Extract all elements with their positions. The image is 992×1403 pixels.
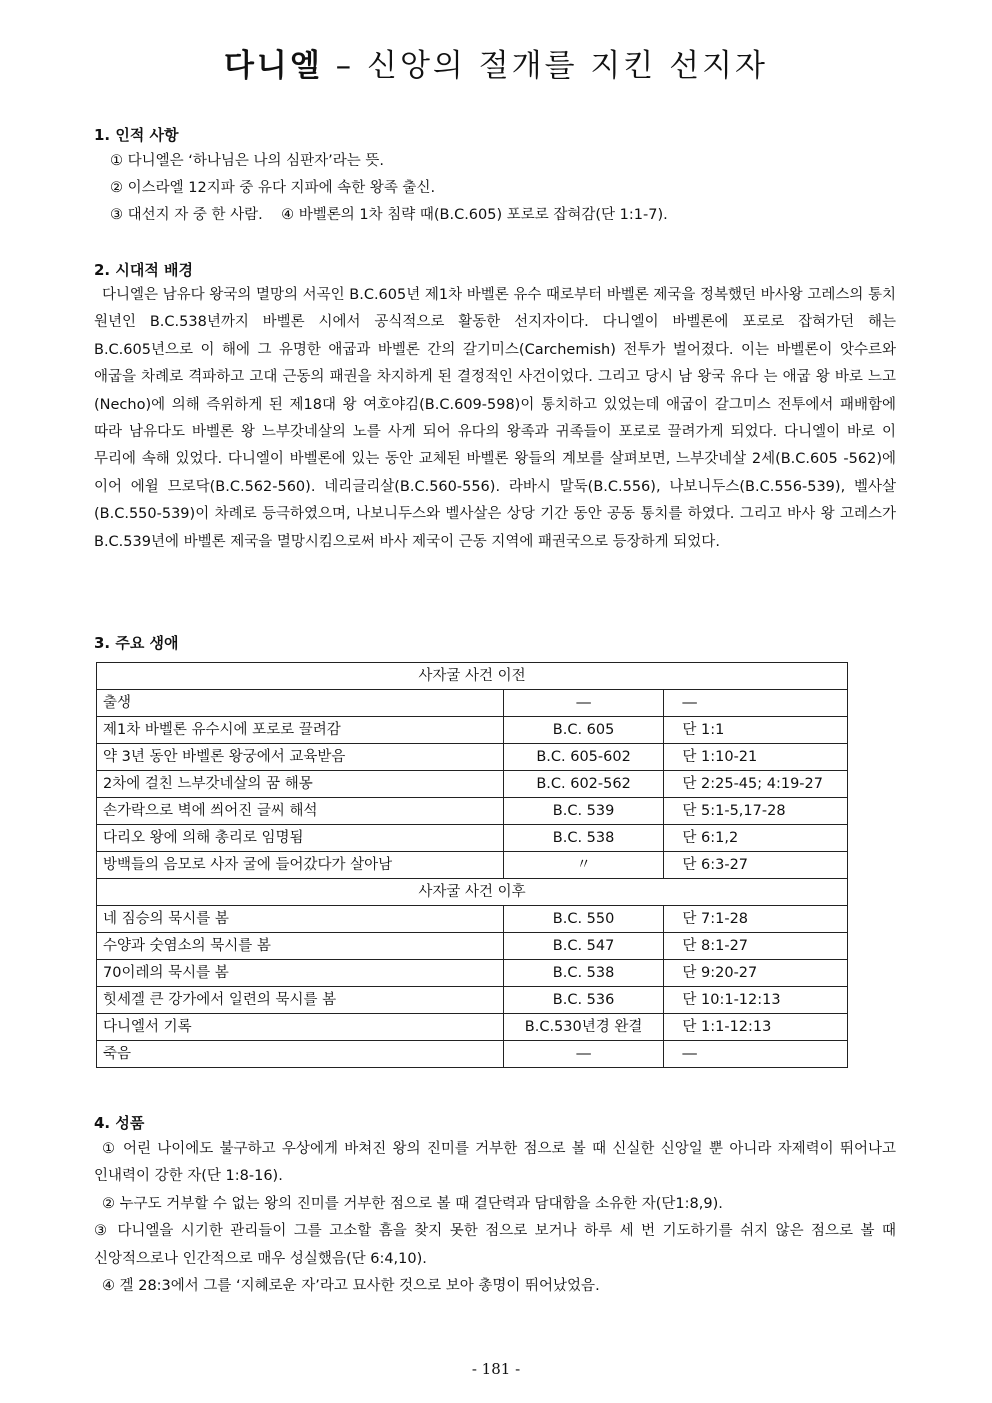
background-paragraph [94, 282, 896, 556]
event-cell: 힛세겔 큰 강가에서 일련의 묵시를 봄 [97, 987, 504, 1014]
table-row [97, 1041, 848, 1068]
event-cell: 70이레의 묵시를 봄 [97, 960, 504, 987]
character-item-4: ④ 겔 28:3에서 그를 ‘지혜로운 자’라고 묘사한 것으로 보아 총명이 뛰어났었음. [102, 1278, 600, 1295]
section-heading-character: 4. 성품 [94, 1114, 145, 1132]
character-paragraph [94, 1136, 896, 1300]
title-name: 다니엘 [223, 48, 323, 84]
table-row [97, 717, 848, 744]
event-cell: 약 3년 동안 바벨론 왕궁에서 교육받음 [97, 744, 504, 771]
date-cell: ― [503, 690, 664, 717]
table-subheader-row [97, 663, 848, 690]
section-heading-life: 3. 주요 생애 [94, 634, 179, 652]
date-cell: B.C. 550 [503, 906, 664, 933]
table-subheader-before: 사자굴 사건 이전 [97, 663, 848, 690]
date-cell: B.C. 538 [503, 960, 664, 987]
table-subheader-row [97, 879, 848, 906]
date-cell: B.C. 602-562 [503, 771, 664, 798]
reference-cell: 단 9:20-27 [664, 960, 848, 987]
background-text: 다니엘은 남유다 왕국의 멸망의 서곡인 B.C.605년 제1차 바벨론 유수 때로부터 바벨론 제국을 정복했던 바사왕 고레스의 통치 원년인 B.C.538년까지 바벨론 시에서 공식적으로 활동한 선지자이다. 다니엘이 바벨론에 포로로 잡혀가던 해는 B.C.605년으로 이 해에 그 유명한 애굽과 바벨론 간의 갈기미스(Carchemish) 전투가 벌어졌다. 이는 바벨론이 앗수르와 애굽을 차례로 격파하고 고대 근동의 패권을 차지하게 된 결정적인 사건이었다. 그리고 당시 남 왕국 유다 는 애굽 왕 바로 느고(Necho)에 의해 즉위하게 된 제18대 왕 여호야김(B.C.609-598)이 통치하고 있었는데 애굽이 갈그미스 전투에서 패배함에 따라 남유다도 바벨론 왕 느부갓네살의 노를 사게 되어 유다의 왕족과 귀족들이 포로로 끌려가게 되었다. 다니엘이 바로 이 무리에 속해 있었다. 다니엘이 바벨론에 있는 동안 교체된 바벨론 왕들의 계보를 살펴보면, 느부갓네살 2세(B.C.605 -562)에 이어 에윌 므로닥(B.C.562-560). 네리글리살(B.C.560-556). 라바시 말둑(B.C.556), 나보니두스(B.C.556-539), 벨사살(B.C.550-539)이 차례로 등극하였으며, 나보니두스와 벨사살은 상당 기간 동안 공동 통치를 하였다. 그리고 바사 왕 고레스가 B.C.539년에 바벨론 제국을 멸망시킴으로써 바사 제국이 근동 지역에 패권국으로 등장하게 되었다. [94, 287, 896, 550]
table-row [97, 771, 848, 798]
event-cell: 제1차 바벨론 유수시에 포로로 끌려감 [97, 717, 504, 744]
reference-cell: 단 5:1-5,17-28 [664, 798, 848, 825]
date-cell: B.C.530년경 완결 [503, 1014, 664, 1041]
date-cell: B.C. 536 [503, 987, 664, 1014]
character-item-1: ① 어린 나이에도 불구하고 우상에게 바쳐진 왕의 진미를 거부한 점으로 볼 때 신실한 신앙일 뿐 아니라 자제력이 뛰어나고 인내력이 강한 자(단 1:8-16). [94, 1141, 896, 1185]
date-cell: B.C. 538 [503, 825, 664, 852]
personal-item-3: ③ 대선지 자 중 한 사람. ④ 바벨론의 1차 침략 때(B.C.605) 포로로 잡혀감(단 1:1-7). [110, 207, 668, 223]
reference-cell: 단 10:1-12:13 [664, 987, 848, 1014]
reference-cell: ― [664, 1041, 848, 1068]
table-row [97, 852, 848, 879]
date-cell: B.C. 547 [503, 933, 664, 960]
page-title [0, 40, 992, 85]
reference-cell: 단 8:1-27 [664, 933, 848, 960]
table-row [97, 744, 848, 771]
event-cell: 손가락으로 벽에 씌어진 글씨 해석 [97, 798, 504, 825]
reference-cell: ― [664, 690, 848, 717]
date-cell: B.C. 605-602 [503, 744, 664, 771]
date-cell: B.C. 605 [503, 717, 664, 744]
reference-cell: 단 1:1-12:13 [664, 1014, 848, 1041]
event-cell: 다니엘서 기록 [97, 1014, 504, 1041]
reference-cell: 단 2:25-45; 4:19-27 [664, 771, 848, 798]
table-row [97, 798, 848, 825]
title-subtitle: – 신앙의 절개를 지킨 선지자 [322, 48, 769, 84]
personal-item-1: ① 다니엘은 ‘하나님은 나의 심판자’라는 뜻. [110, 153, 384, 169]
event-cell: 방백들의 음모로 사자 굴에 들어갔다가 살아남 [97, 852, 504, 879]
table-row [97, 690, 848, 717]
section-heading-personal: 1. 인적 사항 [94, 126, 179, 144]
personal-item-2: ② 이스라엘 12지파 중 유다 지파에 속한 왕족 출신. [110, 180, 436, 196]
table-subheader-after: 사자굴 사건 이후 [97, 879, 848, 906]
event-cell: 2차에 걸친 느부갓네살의 꿈 해몽 [97, 771, 504, 798]
table-row [97, 1014, 848, 1041]
reference-cell: 단 1:1 [664, 717, 848, 744]
date-cell: B.C. 539 [503, 798, 664, 825]
reference-cell: 단 6:3-27 [664, 852, 848, 879]
event-cell: 다리오 왕에 의해 총리로 임명됨 [97, 825, 504, 852]
page-number: - 181 - [471, 1360, 521, 1378]
event-cell: 수양과 숫염소의 묵시를 봄 [97, 933, 504, 960]
character-item-3: ③ 다니엘을 시기한 관리들이 그를 고소할 흠을 찾지 못한 점으로 보거나 하루 세 번 기도하기를 쉬지 않은 점으로 볼 때 신앙적으로나 인간적으로 매우 성실했음(단 6:4,10). [94, 1223, 896, 1267]
section-heading-background: 2. 시대적 배경 [94, 261, 194, 279]
reference-cell: 단 7:1-28 [664, 906, 848, 933]
event-cell: 출생 [97, 690, 504, 717]
date-cell: ― [503, 1041, 664, 1068]
event-cell: 죽음 [97, 1041, 504, 1068]
life-table [96, 662, 848, 1068]
table-row [97, 906, 848, 933]
character-item-2: ② 누구도 거부할 수 없는 왕의 진미를 거부한 점으로 볼 때 결단력과 담대함을 소유한 자(단1:8,9). [102, 1195, 723, 1212]
date-cell: 〃 [503, 852, 664, 879]
reference-cell: 단 6:1,2 [664, 825, 848, 852]
table-row [97, 987, 848, 1014]
table-row [97, 933, 848, 960]
table-row [97, 960, 848, 987]
reference-cell: 단 1:10-21 [664, 744, 848, 771]
event-cell: 네 짐승의 묵시를 봄 [97, 906, 504, 933]
table-row [97, 825, 848, 852]
